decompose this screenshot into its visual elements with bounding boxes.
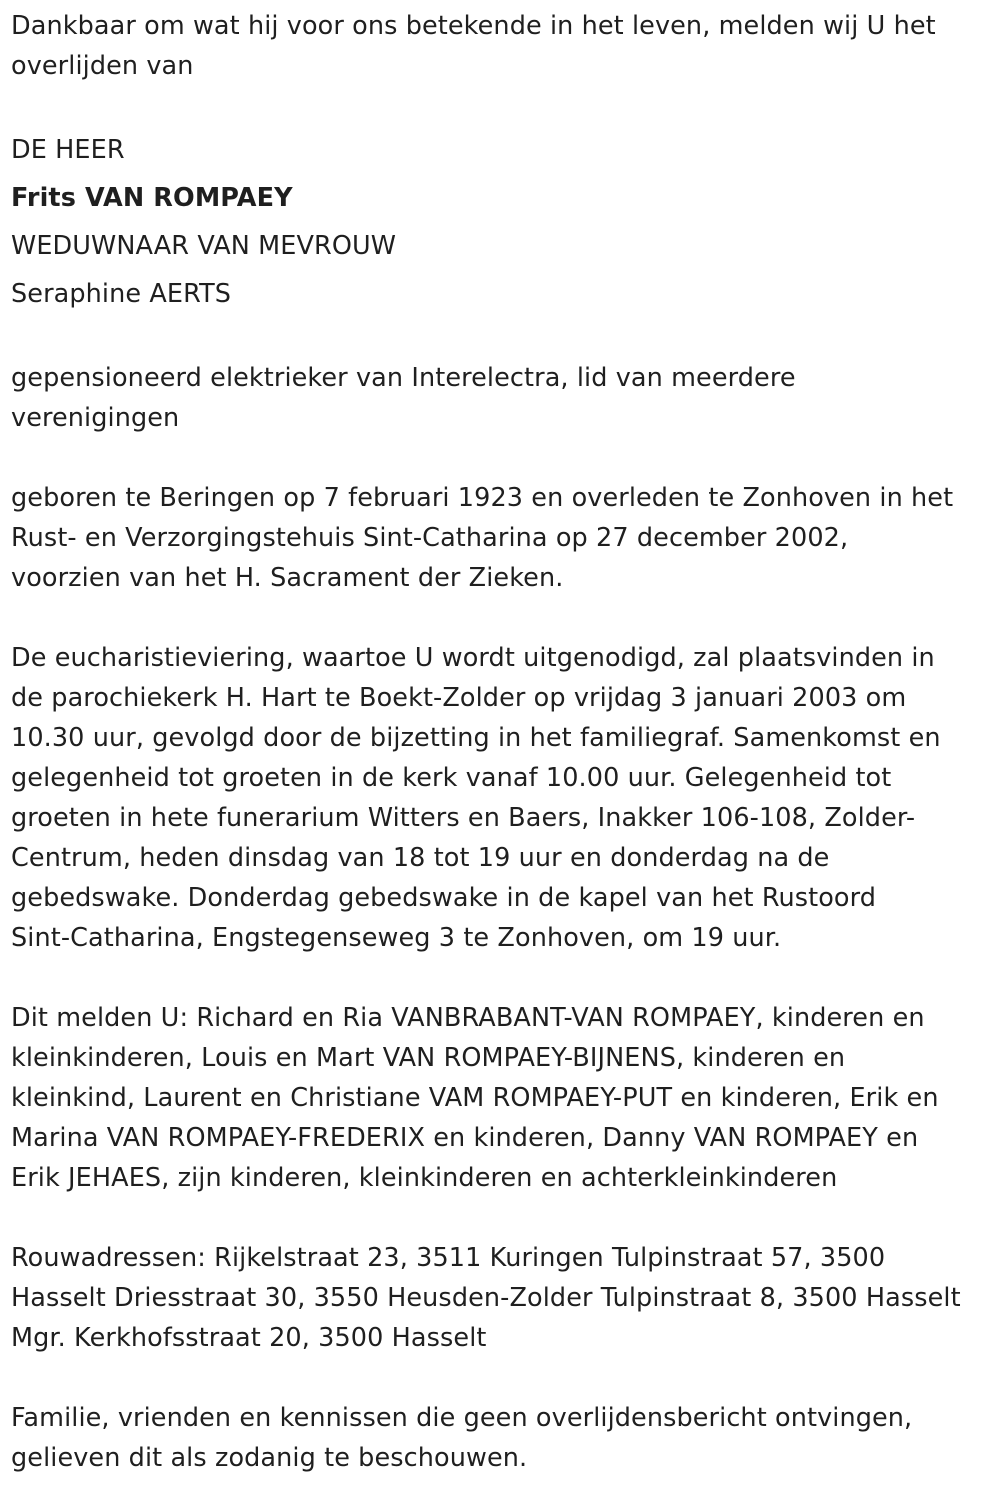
text-line: kleinkind, Laurent en Christiane VAM ROMPAEY-PUT en kinderen, Erik en	[11, 1083, 939, 1113]
text-line: Sint-Catharina, Engstegenseweg 3 te Zonhoven, om 19 uur.	[11, 923, 782, 953]
occupation-paragraph	[11, 358, 996, 438]
text-line: gebedswake. Donderdag gebedswake in de kapel van het Rustoord	[11, 883, 877, 913]
text-line: Dit melden U: Richard en Ria VANBRABANT-VAN ROMPAEY, kinderen en	[11, 1003, 925, 1033]
marital-status: WEDUWNAAR VAN MEVROUW	[11, 231, 397, 261]
text-line: verenigingen	[11, 403, 180, 433]
text-line: Marina VAN ROMPAEY-FREDERIX en kinderen, Danny VAN ROMPAEY en	[11, 1123, 919, 1153]
birth-death-paragraph	[11, 478, 996, 598]
text-line: voorzien van het H. Sacrament der Zieken.	[11, 563, 564, 593]
text-line: Rouwadressen: Rijkelstraat 23, 3511 Kuringen Tulpinstraat 57, 3500	[11, 1243, 886, 1273]
deceased-name: Frits VAN ROMPAEY	[11, 183, 293, 213]
text-line: Centrum, heden dinsdag van 18 tot 19 uur en donderdag na de	[11, 843, 830, 873]
paragraph-spacer	[11, 318, 996, 358]
addresses-paragraph	[11, 1238, 996, 1358]
text-line: overlijden van	[11, 51, 194, 81]
ceremony-paragraph	[11, 638, 996, 958]
text-line: De eucharistieviering, waartoe U wordt uitgenodigd, zal plaatsvinden in	[11, 643, 935, 673]
paragraph-spacer	[11, 958, 996, 998]
text-line: groeten in hete funerarium Witters en Baers, Inakker 106-108, Zolder-	[11, 803, 916, 833]
paragraph-spacer	[11, 1358, 996, 1398]
text-line: gepensioneerd elektrieker van Interelectra, lid van meerdere	[11, 363, 796, 393]
deceased-block	[11, 126, 996, 318]
text-line: gelieven dit als zodanig te beschouwen.	[11, 1443, 528, 1473]
text-line: Rust- en Verzorgingstehuis Sint-Catharina op 27 december 2002,	[11, 523, 849, 553]
closing-paragraph	[11, 1398, 996, 1478]
paragraph-spacer	[11, 86, 996, 126]
family-paragraph	[11, 998, 996, 1198]
text-line: 10.30 uur, gevolgd door de bijzetting in het familiegraf. Samenkomst en	[11, 723, 941, 753]
paragraph-spacer	[11, 598, 996, 638]
spouse-name: Seraphine AERTS	[11, 279, 232, 309]
text-line: Dankbaar om wat hij voor ons betekende in het leven, melden wij U het	[11, 11, 936, 41]
text-line: geboren te Beringen op 7 februari 1923 en overleden te Zonhoven in het	[11, 483, 954, 513]
text-line: Mgr. Kerkhofsstraat 20, 3500 Hasselt	[11, 1323, 487, 1353]
text-line: gelegenheid tot groeten in de kerk vanaf 10.00 uur. Gelegenheid tot	[11, 763, 892, 793]
honorific-title: DE HEER	[11, 135, 125, 165]
paragraph-spacer	[11, 438, 996, 478]
obituary-notice	[11, 6, 996, 1478]
text-line: Erik JEHAES, zijn kinderen, kleinkinderen en achterkleinkinderen	[11, 1163, 838, 1193]
text-line: Familie, vrienden en kennissen die geen overlijdensbericht ontvingen,	[11, 1403, 913, 1433]
text-line: de parochiekerk H. Hart te Boekt-Zolder op vrijdag 3 januari 2003 om	[11, 683, 907, 713]
text-line: kleinkinderen, Louis en Mart VAN ROMPAEY-BIJNENS, kinderen en	[11, 1043, 846, 1073]
paragraph-spacer	[11, 1198, 996, 1238]
text-line: Hasselt Driesstraat 30, 3550 Heusden-Zolder Tulpinstraat 8, 3500 Hasselt	[11, 1283, 961, 1313]
intro-paragraph	[11, 6, 996, 86]
